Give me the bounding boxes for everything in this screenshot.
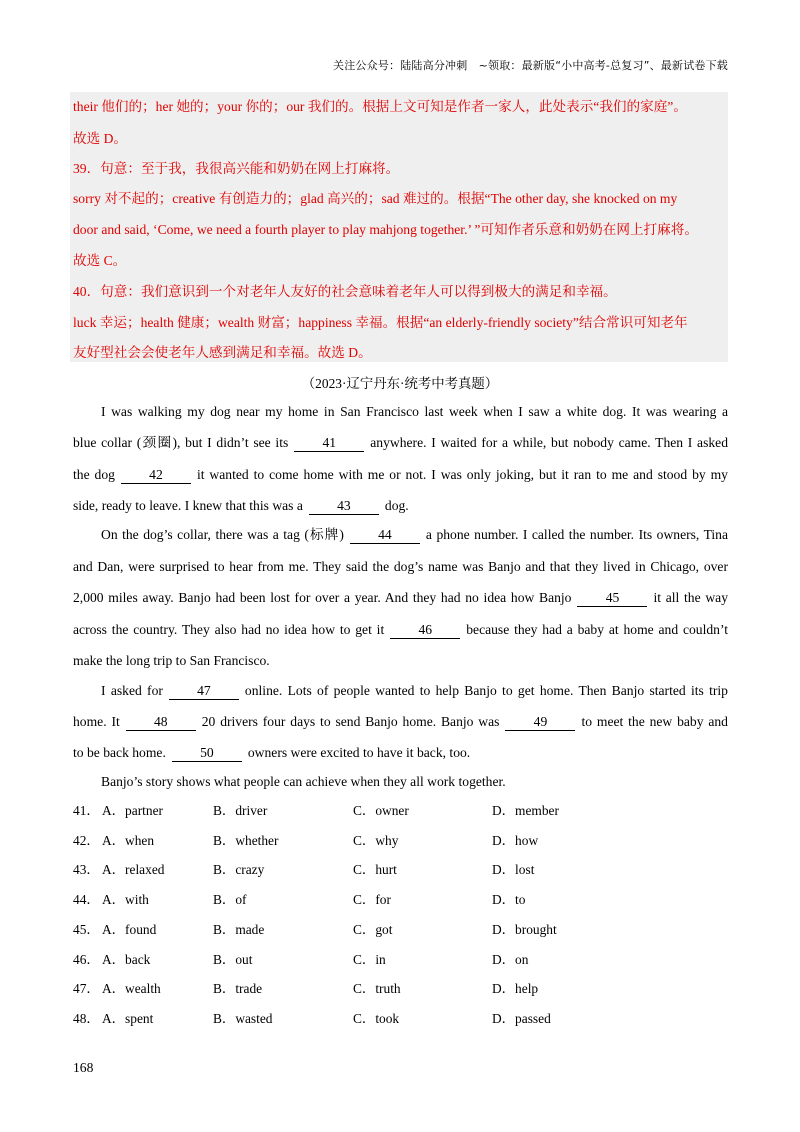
question-number: 48． [73,1010,100,1026]
option-c[interactable]: C．truth [353,981,401,997]
option-c[interactable]: C．hurt [353,862,397,878]
question-number: 42． [73,832,100,848]
passage-line: and Dan, were surprised to hear from me. They said the dog’s name was Banjo and that they lived in Chicago, over [73,559,728,574]
blank-47[interactable]: 47 [169,683,239,700]
option-a[interactable]: A．spent [102,1010,154,1026]
option-b[interactable]: B．out [213,951,253,967]
option-b[interactable]: B．wasted [213,1010,273,1026]
option-a[interactable]: A．when [102,832,155,848]
passage-line: blue collar (颈圈), but I didn’t see its 41 anywhere. I waited for a while, but nobody came. Then I asked [73,435,728,450]
question-48-options [73,1009,733,1029]
question-42-options [73,831,733,851]
question-41-options [73,801,733,821]
option-b[interactable]: B．whether [213,832,279,848]
answer-line-4: sorry 对不起的；creative 有创造力的；glad 高兴的；sad 难过的。根据“The other day, she knocked on my [73,191,678,206]
blank-42[interactable]: 42 [121,467,191,484]
question-number: 43． [73,862,100,878]
answer-line-9: 友好型社会会使老年人感到满足和幸福。故选 D。 [73,345,372,360]
option-d[interactable]: D．lost [492,862,535,878]
option-a[interactable]: A．with [102,892,149,908]
passage-line: Banjo’s story shows what people can achieve when they all work together. [101,774,506,789]
passage-line: make the long trip to San Francisco. [73,653,270,668]
question-number: 44． [73,892,100,908]
question-number: 41． [73,803,100,818]
passage-line: the dog 42 it wanted to come home with me or not. I was only joking, but it ran to me and stood by my [73,467,728,482]
option-b[interactable]: B．made [213,921,265,937]
option-d[interactable]: D．brought [492,921,557,937]
answer-line-6: 故选 C。 [73,253,127,268]
blank-48[interactable]: 48 [126,714,196,731]
option-d[interactable]: D．member [492,803,559,818]
option-d[interactable]: D．how [492,832,539,848]
page-number: 168 [73,1060,94,1075]
answer-line-8: luck 幸运；health 健康；wealth 财富；happiness 幸福。根据“an elderly-friendly society”结合常识可知老年 [73,315,688,330]
answer-line-5: door and said, ‘Come, we need a fourth player to play mahjong together.’ ”可知作者乐意和奶奶在网上打麻将。 [73,222,698,237]
option-a[interactable]: A．wealth [102,981,161,997]
answer-line-7: 40．句意：我们意识到一个对老年人友好的社会意味着老年人可以得到极大的满足和幸福。 [73,284,617,299]
passage-line: home. It 48 20 drivers four days to send Banjo home. Banjo was 49 to meet the new baby and [73,714,728,729]
answer-line-2: 故选 D。 [73,131,127,146]
option-d[interactable]: D．passed [492,1010,551,1026]
blank-44[interactable]: 44 [350,527,420,544]
option-c[interactable]: C．why [353,832,399,848]
answer-line-1: their 他们的；her 她的；your 你的；our 我们的。根据上文可知是作者一家人，此处表示“我们的家庭”。 [73,99,687,114]
option-b[interactable]: B．crazy [213,862,265,878]
option-b[interactable]: B．of [213,892,247,908]
option-c[interactable]: C．in [353,951,386,967]
passage-line: side, ready to leave. I knew that this was a 43 dog. [73,498,409,513]
option-c[interactable]: C．owner [353,803,409,818]
blank-43[interactable]: 43 [309,498,379,515]
option-a[interactable]: A．relaxed [102,862,165,878]
option-a[interactable]: A．partner [102,803,163,818]
answer-line-3: 39．句意：至于我，我很高兴能和奶奶在网上打麻将。 [73,161,400,176]
passage-line: I was walking my dog near my home in San Francisco last week when I saw a white dog. It was wearing a [101,404,728,419]
question-45-options [73,920,733,940]
option-d[interactable]: D．on [492,951,529,967]
exam-source: （2023·辽宁丹东·统考中考真题） [301,376,499,391]
option-c[interactable]: C．got [353,921,393,937]
option-d[interactable]: D．help [492,981,539,997]
option-b[interactable]: B．trade [213,981,263,997]
question-number: 47． [73,981,100,997]
question-44-options [73,890,733,910]
blank-45[interactable]: 45 [577,590,647,607]
blank-41[interactable]: 41 [294,435,364,452]
passage-line: On the dog’s collar, there was a tag (标牌) 44 a phone number. I called the number. Its owners, Tina [101,527,728,542]
question-number: 45． [73,921,100,937]
question-46-options [73,950,733,970]
blank-49[interactable]: 49 [505,714,575,731]
question-43-options [73,860,733,880]
option-a[interactable]: A．back [102,951,151,967]
option-c[interactable]: C．for [353,892,391,908]
option-a[interactable]: A．found [102,921,157,937]
page-header: 关注公众号：陆陆高分冲刺 ~领取：最新版“小中高考-总复习”、最新试卷下载 [333,59,728,72]
passage-line: I asked for 47 online. Lots of people wanted to help Banjo to get home. Then Banjo started its trip [101,683,728,698]
blank-46[interactable]: 46 [390,622,460,639]
passage-line: to be back home. 50 owners were excited to have it back, too. [73,745,471,760]
passage-line: across the country. They also had no idea how to get it 46 because they had a baby at home and couldn’t [73,622,728,637]
option-c[interactable]: C．took [353,1010,400,1026]
question-number: 46． [73,951,100,967]
option-b[interactable]: B．driver [213,803,268,818]
question-47-options [73,979,733,999]
passage-line: 2,000 miles away. Banjo had been lost for over a year. And they had no idea how Banjo 45 it all the way [73,590,728,605]
blank-50[interactable]: 50 [172,745,242,762]
option-d[interactable]: D．to [492,892,526,908]
